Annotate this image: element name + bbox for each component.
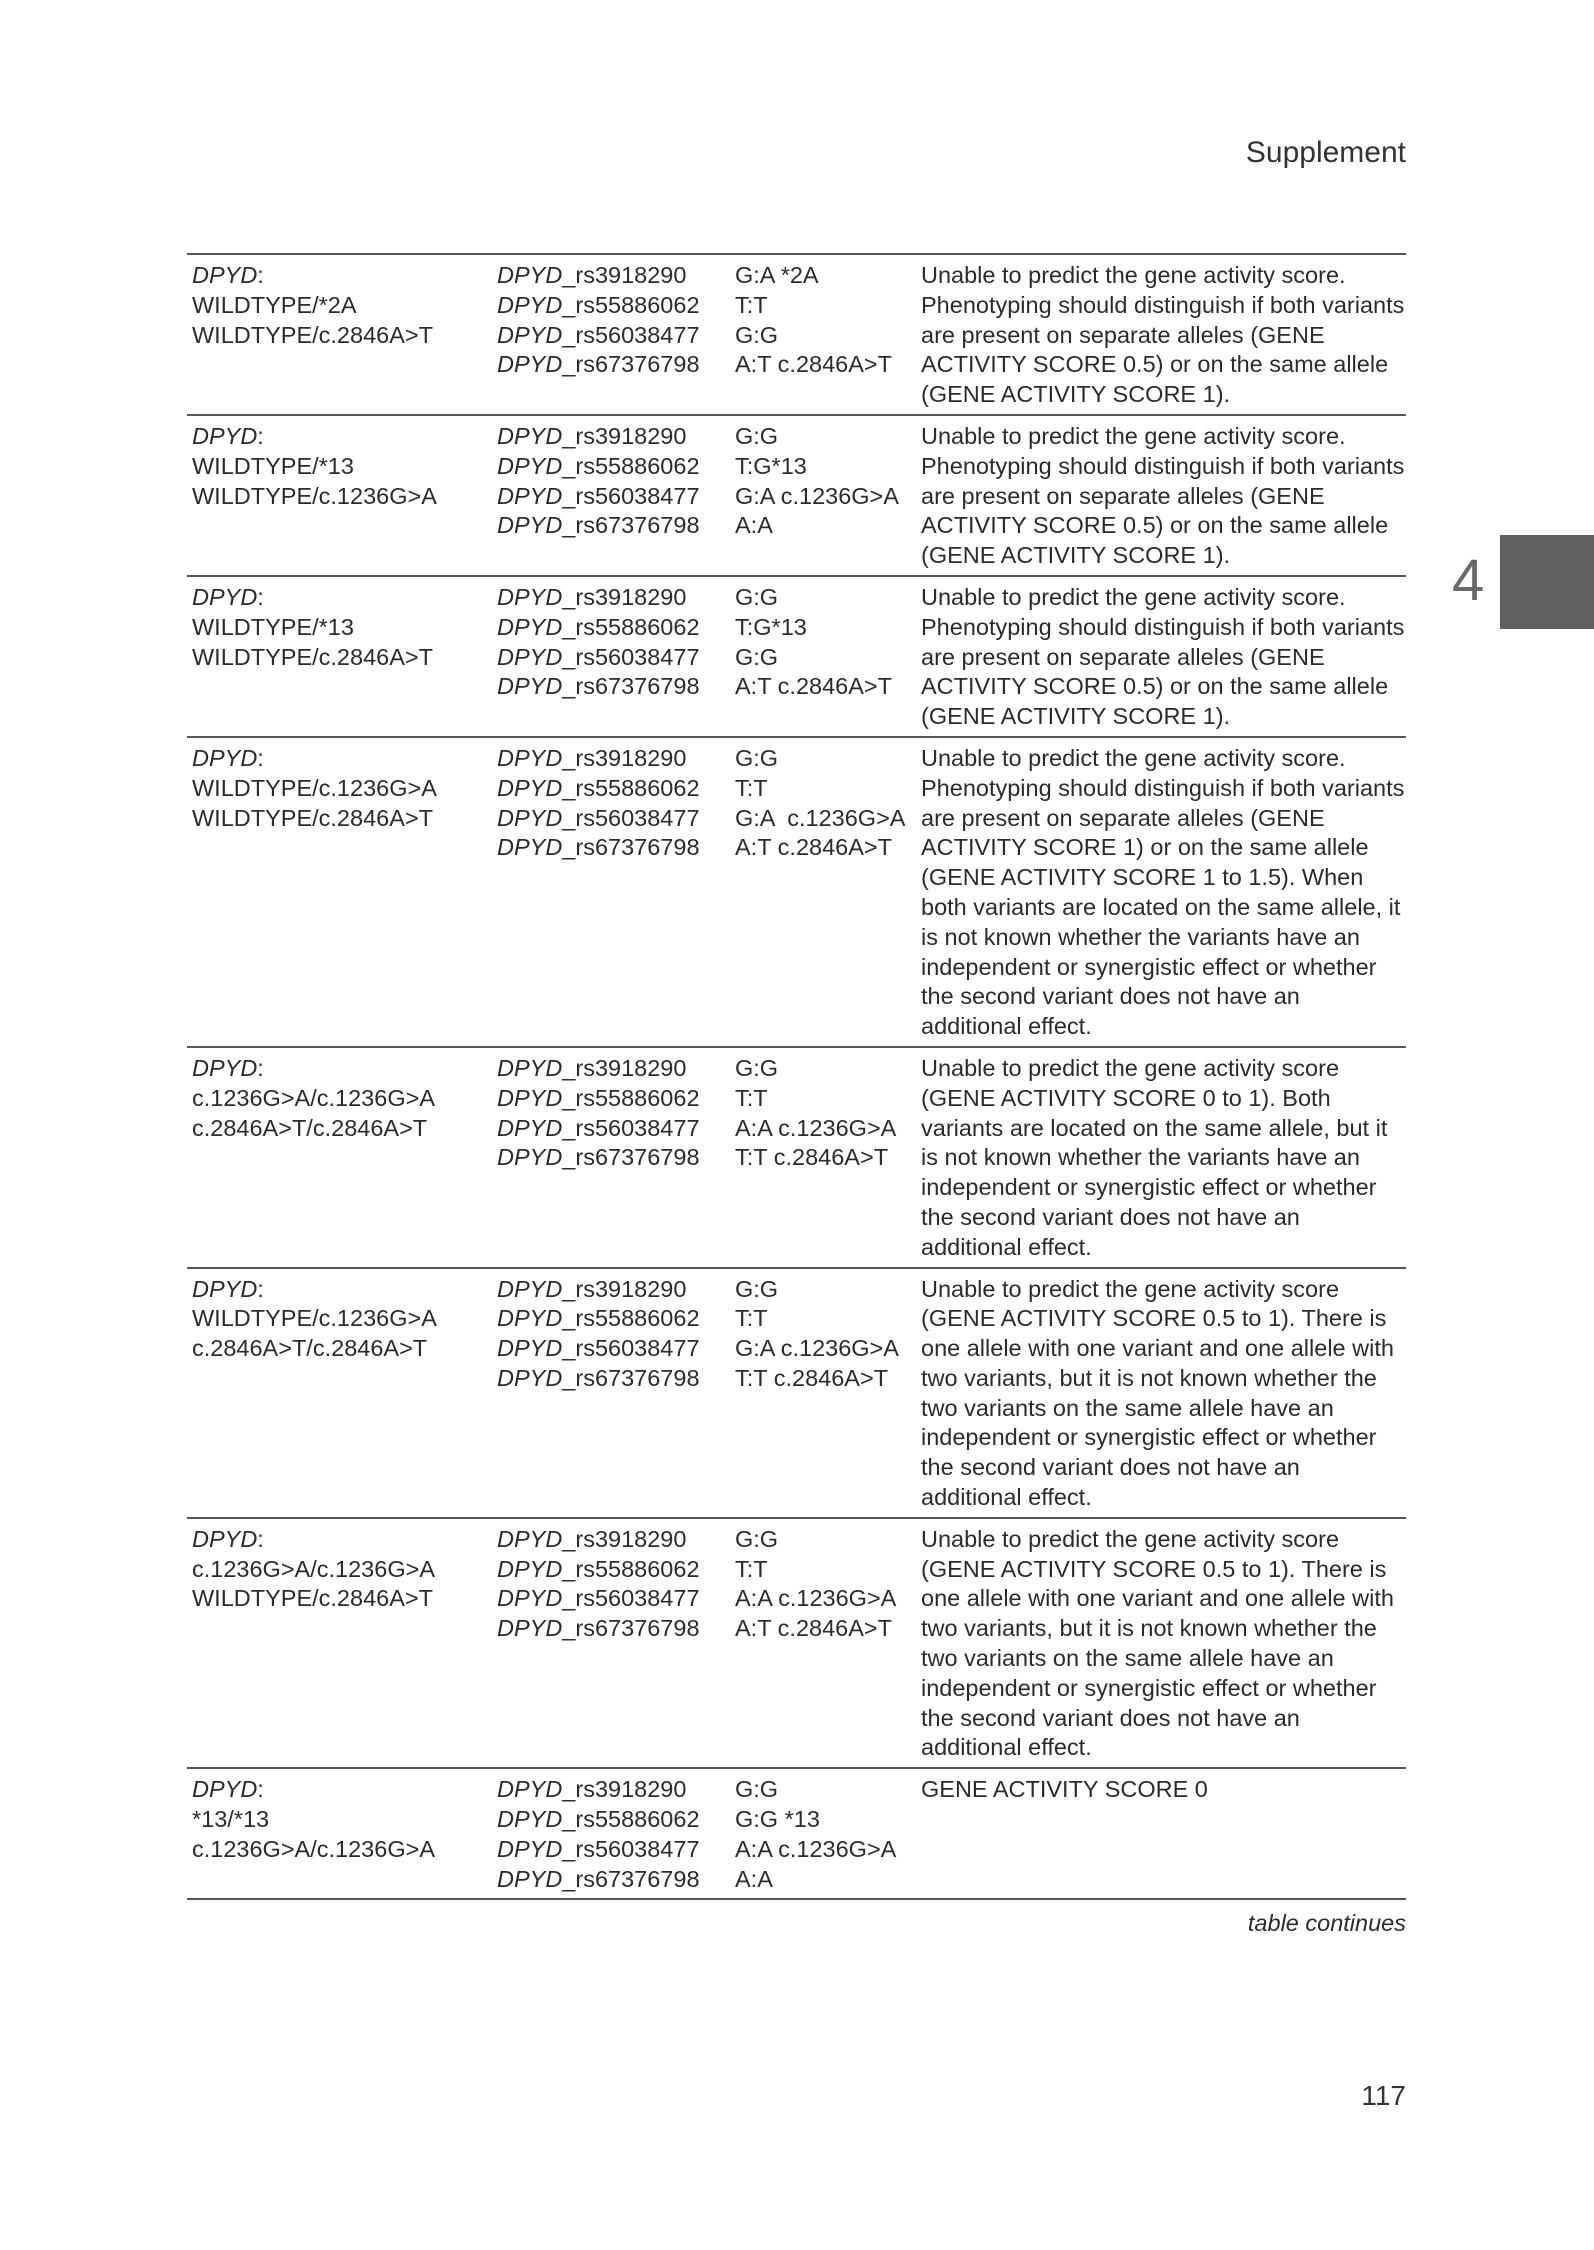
snp-cell — [497, 261, 735, 410]
gene-label: DPYD: — [192, 1525, 264, 1552]
gene-label: DPYD: — [192, 744, 264, 771]
snp-rs-number: rs67376798 — [575, 512, 700, 539]
snp-rs-number: rs55886062 — [575, 1084, 700, 1111]
allele-call: G:A c.1236G>A — [735, 1335, 899, 1362]
genotype-cell — [187, 1275, 497, 1513]
allele-call: G:G — [735, 1054, 779, 1081]
snp-id: DPYD_rs56038477 — [497, 321, 700, 348]
snp-gene-prefix: DPYD — [497, 1084, 563, 1111]
gene-label: DPYD: — [192, 262, 264, 288]
snp-id: DPYD_rs56038477 — [497, 1835, 700, 1862]
allele-cell — [735, 1775, 921, 1894]
allele-call: T:T c.2846A>T — [735, 1364, 889, 1391]
snp-gene-prefix: DPYD — [497, 583, 563, 610]
table-row — [187, 255, 1406, 416]
snp-rs-number: rs56038477 — [575, 482, 700, 509]
snp-id: DPYD_rs55886062 — [497, 1305, 700, 1332]
genotype-line: WILDTYPE/*2A — [192, 291, 357, 318]
snp-rs-number: rs56038477 — [575, 804, 700, 831]
snp-id: DPYD_rs3918290 — [497, 583, 687, 610]
allele-call: A:A — [735, 1865, 773, 1892]
snp-cell — [497, 1525, 735, 1763]
allele-call: A:A c.1236G>A — [735, 1585, 897, 1612]
allele-cell — [735, 583, 921, 732]
snp-rs-number: rs55886062 — [575, 1555, 700, 1582]
gene-name: DPYD — [192, 1776, 258, 1803]
gene-name: DPYD — [192, 1275, 258, 1302]
snp-rs-number: rs3918290 — [575, 422, 687, 449]
chapter-number: 4 — [1452, 548, 1485, 613]
snp-id: DPYD_rs3918290 — [497, 1054, 687, 1081]
snp-rs-number: rs67376798 — [575, 1615, 700, 1642]
genotype-line: WILDTYPE/c.2846A>T — [192, 804, 433, 831]
snp-rs-number: rs67376798 — [575, 1865, 700, 1892]
genotype-table — [187, 253, 1406, 1900]
genotype-cell — [187, 1775, 497, 1894]
allele-call: T:T — [735, 1305, 768, 1332]
snp-cell — [497, 1054, 735, 1263]
gene-label: DPYD: — [192, 583, 264, 610]
snp-rs-number: rs55886062 — [575, 774, 700, 801]
snp-gene-prefix: DPYD — [497, 613, 563, 640]
snp-gene-prefix: DPYD — [497, 452, 563, 479]
table-row — [187, 1048, 1406, 1269]
snp-id: DPYD_rs3918290 — [497, 1525, 687, 1552]
snp-rs-number: rs3918290 — [575, 1776, 687, 1803]
snp-id: DPYD_rs67376798 — [497, 1865, 700, 1892]
snp-gene-prefix: DPYD — [497, 482, 563, 509]
snp-id: DPYD_rs3918290 — [497, 1275, 687, 1302]
allele-call: A:T c.2846A>T — [735, 351, 892, 378]
snp-gene-prefix: DPYD — [497, 834, 563, 861]
snp-id: DPYD_rs56038477 — [497, 1114, 700, 1141]
snp-id: DPYD_rs67376798 — [497, 1144, 700, 1171]
snp-gene-prefix: DPYD — [497, 1054, 563, 1081]
allele-call: A:A c.1236G>A — [735, 1114, 897, 1141]
snp-cell — [497, 744, 735, 1042]
allele-cell — [735, 1054, 921, 1263]
genotype-cell — [187, 1525, 497, 1763]
genotype-line: c.1236G>A/c.1236G>A — [192, 1555, 435, 1582]
gene-name: DPYD — [192, 1525, 258, 1552]
genotype-line: WILDTYPE/c.1236G>A — [192, 774, 437, 801]
genotype-line: c.1236G>A/c.1236G>A — [192, 1835, 435, 1862]
snp-id: DPYD_rs55886062 — [497, 1806, 700, 1833]
allele-cell — [735, 422, 921, 571]
interpretation-cell: Unable to predict the gene activity score. Phenotyping should distinguish if both variants are present on separate alleles (GENE ACTIVITY SCORE 0.5) or on the same allele (GENE ACTIVITY SCORE 1). — [921, 583, 1405, 730]
table-row — [187, 577, 1406, 738]
snp-gene-prefix: DPYD — [497, 422, 563, 449]
genotype-line: *13/*13 — [192, 1806, 270, 1833]
snp-rs-number: rs67376798 — [575, 673, 700, 700]
gene-label: DPYD: — [192, 422, 264, 449]
snp-id: DPYD_rs55886062 — [497, 452, 700, 479]
snp-id: DPYD_rs3918290 — [497, 744, 687, 771]
snp-rs-number: rs55886062 — [575, 1806, 700, 1833]
genotype-line: WILDTYPE/*13 — [192, 613, 354, 640]
snp-gene-prefix: DPYD — [497, 1305, 563, 1332]
snp-id: DPYD_rs56038477 — [497, 1585, 700, 1612]
snp-rs-number: rs67376798 — [575, 351, 700, 378]
allele-call: T:G*13 — [735, 452, 807, 479]
snp-rs-number: rs67376798 — [575, 1364, 700, 1391]
snp-cell — [497, 422, 735, 571]
snp-id: DPYD_rs3918290 — [497, 1776, 687, 1803]
snp-id: DPYD_rs3918290 — [497, 422, 687, 449]
gene-name: DPYD — [192, 262, 258, 288]
genotype-line: c.2846A>T/c.2846A>T — [192, 1335, 428, 1362]
allele-call: T:G*13 — [735, 613, 807, 640]
allele-call: G:G — [735, 1776, 779, 1803]
allele-call: A:T c.2846A>T — [735, 834, 892, 861]
snp-rs-number: rs56038477 — [575, 1335, 700, 1362]
interpretation-cell: Unable to predict the gene activity score. Phenotyping should distinguish if both variants are present on separate alleles (GENE ACTIVITY SCORE 0.5) or on the same allele (GENE ACTIVITY SCORE 1). — [921, 422, 1405, 569]
interpretation-cell: Unable to predict the gene activity score. Phenotyping should distinguish if both variants are present on separate alleles (GENE ACTIVITY SCORE 0.5) or on the same allele (GENE ACTIVITY SCORE 1). — [921, 262, 1405, 408]
allele-call: G:G — [735, 1275, 779, 1302]
interpretation-cell: Unable to predict the gene activity score. Phenotyping should distinguish if both variants are present on separate alleles (GENE ACTIVITY SCORE 1) or on the same allele (GENE ACTIVITY SCORE 1 to 1.5). When both variants are located on the same allele, it is not known whether the variants have an independent or synergistic effect or whether the second variant does not have an additional effect. — [921, 744, 1405, 1040]
allele-call: G:G — [735, 321, 779, 348]
genotype-cell — [187, 422, 497, 571]
snp-id: DPYD_rs56038477 — [497, 482, 700, 509]
allele-call: G:G — [735, 1525, 779, 1552]
snp-gene-prefix: DPYD — [497, 1585, 563, 1612]
allele-call: G:G — [735, 744, 779, 771]
snp-rs-number: rs67376798 — [575, 834, 700, 861]
genotype-line: WILDTYPE/c.2846A>T — [192, 321, 433, 348]
snp-rs-number: rs3918290 — [575, 1525, 687, 1552]
table-row — [187, 1269, 1406, 1519]
snp-gene-prefix: DPYD — [497, 1144, 563, 1171]
chapter-tab — [1500, 535, 1594, 629]
gene-label: DPYD: — [192, 1776, 264, 1803]
snp-gene-prefix: DPYD — [497, 1335, 563, 1362]
snp-rs-number: rs56038477 — [575, 1585, 700, 1612]
snp-gene-prefix: DPYD — [497, 1275, 563, 1302]
snp-cell — [497, 1275, 735, 1513]
snp-gene-prefix: DPYD — [497, 1835, 563, 1862]
allele-call: G:G — [735, 422, 779, 449]
snp-gene-prefix: DPYD — [497, 262, 563, 288]
table-row — [187, 1519, 1406, 1769]
allele-cell — [735, 261, 921, 410]
allele-call: T:T — [735, 1084, 768, 1111]
snp-id: DPYD_rs67376798 — [497, 351, 700, 378]
table-continues-note: table continues — [1247, 1910, 1406, 1936]
allele-call: T:T — [735, 291, 768, 318]
snp-id: DPYD_rs3918290 — [497, 262, 687, 288]
allele-call: G:G — [735, 643, 779, 670]
snp-gene-prefix: DPYD — [497, 774, 563, 801]
table-row — [187, 1769, 1406, 1900]
genotype-line: WILDTYPE/c.1236G>A — [192, 1305, 437, 1332]
allele-call: G:G *13 — [735, 1806, 820, 1833]
snp-id: DPYD_rs56038477 — [497, 804, 700, 831]
allele-call: T:T — [735, 1555, 768, 1582]
snp-rs-number: rs3918290 — [575, 262, 687, 288]
gene-label: DPYD: — [192, 1275, 264, 1302]
snp-cell — [497, 583, 735, 732]
allele-call: A:T c.2846A>T — [735, 673, 892, 700]
gene-label: DPYD: — [192, 1054, 264, 1081]
snp-id: DPYD_rs56038477 — [497, 1335, 700, 1362]
genotype-line: WILDTYPE/c.2846A>T — [192, 1585, 433, 1612]
snp-gene-prefix: DPYD — [497, 1364, 563, 1391]
snp-rs-number: rs3918290 — [575, 744, 687, 771]
snp-rs-number: rs56038477 — [575, 321, 700, 348]
page-number: 117 — [1361, 2080, 1406, 2111]
snp-rs-number: rs55886062 — [575, 452, 700, 479]
interpretation-cell: Unable to predict the gene activity score (GENE ACTIVITY SCORE 0.5 to 1). There is one allele with one variant and one allele with two variants, but it is not known whether the two variants on the same allele have an independent or synergistic effect or whether the second variant does not have an additional effect. — [921, 1525, 1394, 1761]
genotype-line: c.2846A>T/c.2846A>T — [192, 1114, 428, 1141]
genotype-cell — [187, 1054, 497, 1263]
table-body — [187, 255, 1406, 1900]
snp-gene-prefix: DPYD — [497, 1865, 563, 1892]
genotype-cell — [187, 583, 497, 732]
allele-call: G:G — [735, 583, 779, 610]
snp-id: DPYD_rs67376798 — [497, 834, 700, 861]
snp-rs-number: rs3918290 — [575, 1275, 687, 1302]
snp-gene-prefix: DPYD — [497, 1555, 563, 1582]
snp-rs-number: rs55886062 — [575, 613, 700, 640]
snp-gene-prefix: DPYD — [497, 673, 563, 700]
genotype-cell — [187, 744, 497, 1042]
snp-gene-prefix: DPYD — [497, 1525, 563, 1552]
running-head: Supplement — [1245, 136, 1406, 169]
allele-cell — [735, 1525, 921, 1763]
snp-id: DPYD_rs55886062 — [497, 774, 700, 801]
interpretation-cell: GENE ACTIVITY SCORE 0 — [921, 1776, 1208, 1803]
snp-rs-number: rs56038477 — [575, 1114, 700, 1141]
allele-cell — [735, 744, 921, 1042]
snp-gene-prefix: DPYD — [497, 512, 563, 539]
snp-gene-prefix: DPYD — [497, 291, 563, 318]
snp-rs-number: rs56038477 — [575, 643, 700, 670]
genotype-line: WILDTYPE/c.2846A>T — [192, 643, 433, 670]
interpretation-cell: Unable to predict the gene activity score (GENE ACTIVITY SCORE 0 to 1). Both variants are located on the same allele, but it is not known whether the variants have an independent or synergistic effect or whether the second variant does not have an additional effect. — [921, 1054, 1388, 1260]
gene-name: DPYD — [192, 1054, 258, 1081]
allele-call: T:T c.2846A>T — [735, 1144, 889, 1171]
allele-call: A:T c.2846A>T — [735, 1615, 892, 1642]
snp-gene-prefix: DPYD — [497, 804, 563, 831]
table-row — [187, 738, 1406, 1048]
snp-rs-number: rs56038477 — [575, 1835, 700, 1862]
allele-call: A:A — [735, 512, 773, 539]
snp-gene-prefix: DPYD — [497, 1806, 563, 1833]
snp-id: DPYD_rs55886062 — [497, 1555, 700, 1582]
snp-gene-prefix: DPYD — [497, 1114, 563, 1141]
snp-gene-prefix: DPYD — [497, 351, 563, 378]
snp-id: DPYD_rs56038477 — [497, 643, 700, 670]
snp-rs-number: rs3918290 — [575, 583, 687, 610]
gene-name: DPYD — [192, 583, 258, 610]
gene-name: DPYD — [192, 422, 258, 449]
snp-id: DPYD_rs67376798 — [497, 673, 700, 700]
snp-cell — [497, 1775, 735, 1894]
snp-id: DPYD_rs67376798 — [497, 512, 700, 539]
snp-gene-prefix: DPYD — [497, 1776, 563, 1803]
genotype-line: WILDTYPE/*13 — [192, 452, 354, 479]
allele-call: T:T — [735, 774, 768, 801]
snp-id: DPYD_rs55886062 — [497, 291, 700, 318]
gene-name: DPYD — [192, 744, 258, 771]
genotype-line: c.1236G>A/c.1236G>A — [192, 1084, 435, 1111]
snp-id: DPYD_rs67376798 — [497, 1364, 700, 1391]
table-row — [187, 416, 1406, 577]
allele-call: G:A c.1236G>A — [735, 482, 899, 509]
allele-call: A:A c.1236G>A — [735, 1835, 897, 1862]
snp-id: DPYD_rs67376798 — [497, 1615, 700, 1642]
snp-gene-prefix: DPYD — [497, 744, 563, 771]
interpretation-cell: Unable to predict the gene activity score (GENE ACTIVITY SCORE 0.5 to 1). There is one allele with one variant and one allele with two variants, but it is not known whether the two variants on the same allele have an independent or synergistic effect or whether the second variant does not have an additional effect. — [921, 1275, 1394, 1511]
snp-rs-number: rs55886062 — [575, 1305, 700, 1332]
snp-rs-number: rs67376798 — [575, 1144, 700, 1171]
snp-id: DPYD_rs55886062 — [497, 613, 700, 640]
snp-rs-number: rs55886062 — [575, 291, 700, 318]
snp-gene-prefix: DPYD — [497, 643, 563, 670]
allele-call: G:A c.1236G>A — [735, 804, 906, 831]
snp-gene-prefix: DPYD — [497, 1615, 563, 1642]
genotype-cell — [187, 261, 497, 410]
snp-id: DPYD_rs55886062 — [497, 1084, 700, 1111]
snp-rs-number: rs3918290 — [575, 1054, 687, 1081]
genotype-line: WILDTYPE/c.1236G>A — [192, 482, 437, 509]
allele-call: G:A *2A — [735, 262, 819, 288]
allele-cell — [735, 1275, 921, 1513]
snp-gene-prefix: DPYD — [497, 321, 563, 348]
